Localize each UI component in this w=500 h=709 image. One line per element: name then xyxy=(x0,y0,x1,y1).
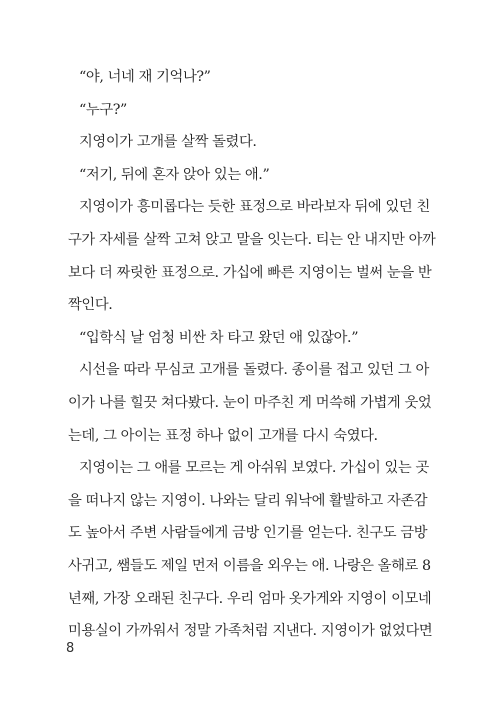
text-line: “입학식 날 엄청 비싼 차 타고 왔던 애 있잖아.” xyxy=(79,329,359,346)
text-line: 이가 나를 힐끗 쳐다봤다. 눈이 마주친 게 머쓱해 가볍게 웃었 xyxy=(68,394,432,411)
text-line: 지영이가 흥미롭다는 듯한 표정으로 바라보자 뒤에 있던 친 xyxy=(79,199,430,216)
text-line: 사귀고, 쌤들도 제일 먼저 이름을 외우는 애. 나랑은 올해로 8 xyxy=(68,557,431,574)
text-line: 지영이는 그 애를 모르는 게 아쉬워 보였다. 가십이 있는 곳 xyxy=(79,460,429,477)
text-line: 짝인다. xyxy=(68,297,113,314)
text-line: “누구?” xyxy=(79,101,127,118)
body-text xyxy=(68,61,436,648)
text-line: “야, 너네 재 기억나?” xyxy=(79,69,211,85)
text-line: 지영이가 고개를 살짝 돌렸다. xyxy=(79,134,257,151)
text-line: 보다 더 짜릿한 표정으로. 가십에 빠른 지영이는 벌써 눈을 반 xyxy=(68,264,432,281)
text-line: “저기, 뒤에 혼자 앉아 있는 애.” xyxy=(79,166,270,183)
text-line: 는데, 그 아이는 표정 하나 없이 고개를 다시 숙였다. xyxy=(68,427,378,444)
text-line: 도 높아서 주변 사람들에게 금방 인기를 얻는다. 친구도 금방 xyxy=(68,525,428,542)
text-line: 미용실이 가까워서 정말 가족처럼 지낸다. 지영이가 없었다면 xyxy=(68,623,433,640)
text-line: 구가 자세를 살짝 고쳐 앉고 말을 잇는다. 티는 안 내지만 아까 xyxy=(68,231,436,248)
text-line: 년째, 가장 오래된 친구다. 우리 엄마 옷가게와 지영이 이모네 xyxy=(68,590,432,607)
text-line: 시선을 따라 무심코 고개를 돌렸다. 종이를 접고 있던 그 아 xyxy=(79,362,429,379)
text-line: 을 떠나지 않는 지영이. 나와는 달리 워낙에 활발하고 자존감 xyxy=(68,492,428,509)
page-number: 8 xyxy=(66,641,75,656)
